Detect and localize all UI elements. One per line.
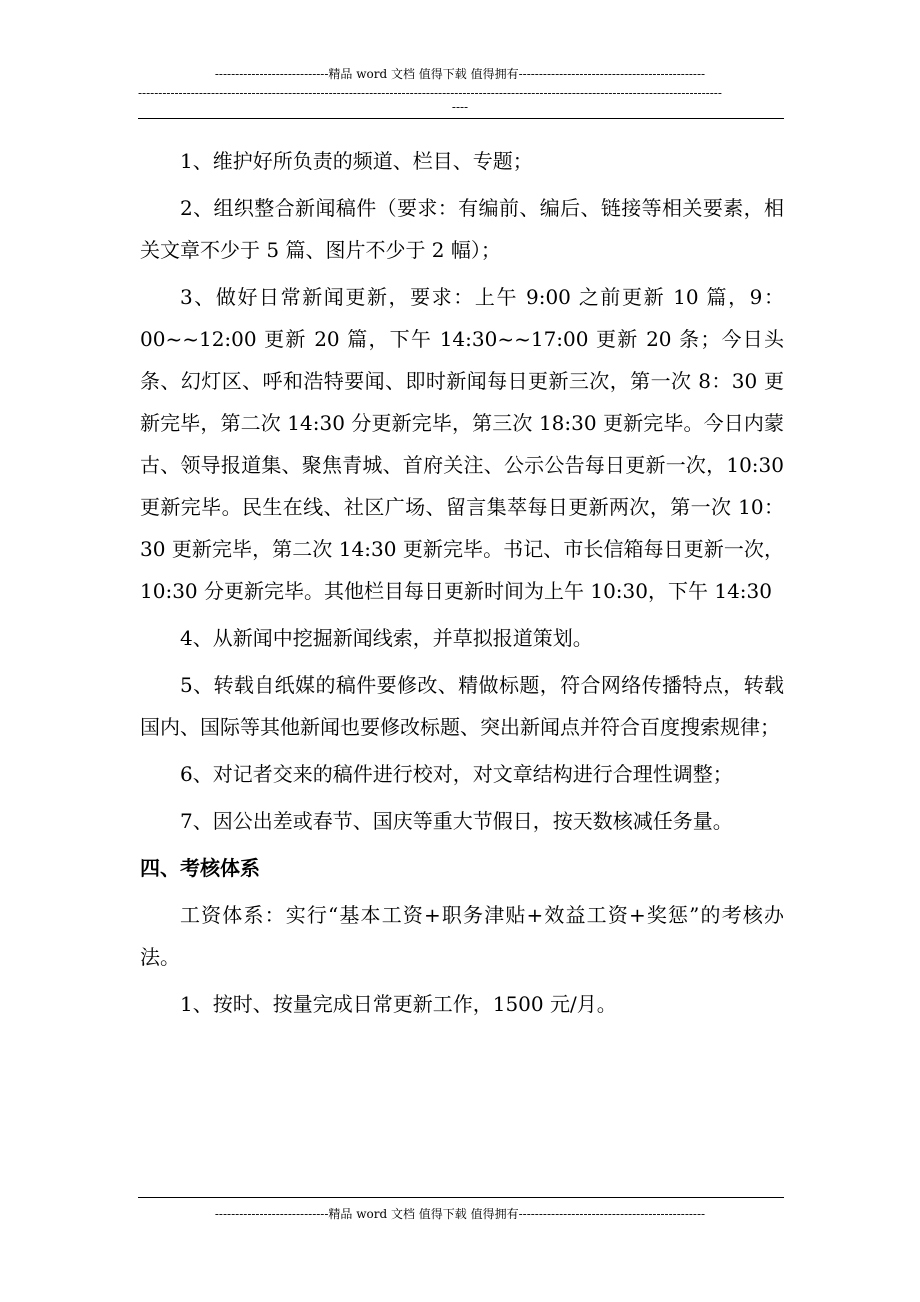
salary-item-1: 1、按时、按量完成日常更新工作，1500 元/月。: [180, 992, 617, 1016]
paragraph-item-2: 2、组织整合新闻稿件（要求：有编前、编后、链接等相关要素，相关文章不少于 5 篇、图片不少于 2 幅）；: [140, 196, 784, 262]
salary-paragraph: 工资体系：实行“基本工资+职务津贴+效益工资+奖惩”的考核办法。: [140, 903, 784, 969]
document-body: [140, 140, 784, 1030]
page-header-line: ----------------------------精品 word 文档 值得下载 值得拥有----------------------------------------------: [214, 67, 706, 81]
section-heading: 四、考核体系: [140, 856, 260, 880]
header-rule: [138, 118, 784, 119]
page-header-dashes: ------------------------------------------------------------------------------------------------------------------------------------------------: [138, 86, 722, 100]
paragraph-item-1: 1、维护好所负责的频道、栏目、专题；: [180, 149, 533, 173]
footer-rule: [138, 1197, 784, 1198]
paragraph-item-6: 6、对记者交来的稿件进行校对，对文章结构进行合理性调整；: [180, 762, 733, 786]
paragraph-item-4: 4、从新闻中挖掘新闻线索，并草拟报道策划。: [180, 626, 593, 650]
paragraph-item-5: 5、转载自纸媒的稿件要修改、精做标题，符合网络传播特点，转载国内、国际等其他新闻也要修改标题、突出新闻点并符合百度搜索规律；: [140, 673, 784, 739]
page-footer-line: ----------------------------精品 word 文档 值得下载 值得拥有----------------------------------------------: [214, 1207, 706, 1221]
paragraph-item-3: 3、做好日常新闻更新，要求：上午 9:00 之前更新 10 篇，9：00~~12:00 更新 20 篇，下午 14:30~~17:00 更新 20 条；今日头条、幻灯区、呼和浩特要闻、即时新闻每日更新三次，第一次 8：30 更新完毕，第二次 14:30 分更新完毕，第三次 18:30 更新完毕。今日内蒙古、领导报道集、聚焦青城、首府关注、公示公告每日更新一次，10:30 更新完毕。民生在线、社区广场、留言集萃每日更新两次，第一次 10：30 更新完毕，第二次 14:30 更新完毕。书记、市长信箱每日更新一次，10:30 分更新完毕。其他栏目每日更新时间为上午 10:30，下午 14:30: [140, 285, 784, 603]
page-header-dashes-tail: ----: [451, 100, 469, 114]
paragraph-item-7: 7、因公出差或春节、国庆等重大节假日，按天数核减任务量。: [180, 809, 733, 833]
